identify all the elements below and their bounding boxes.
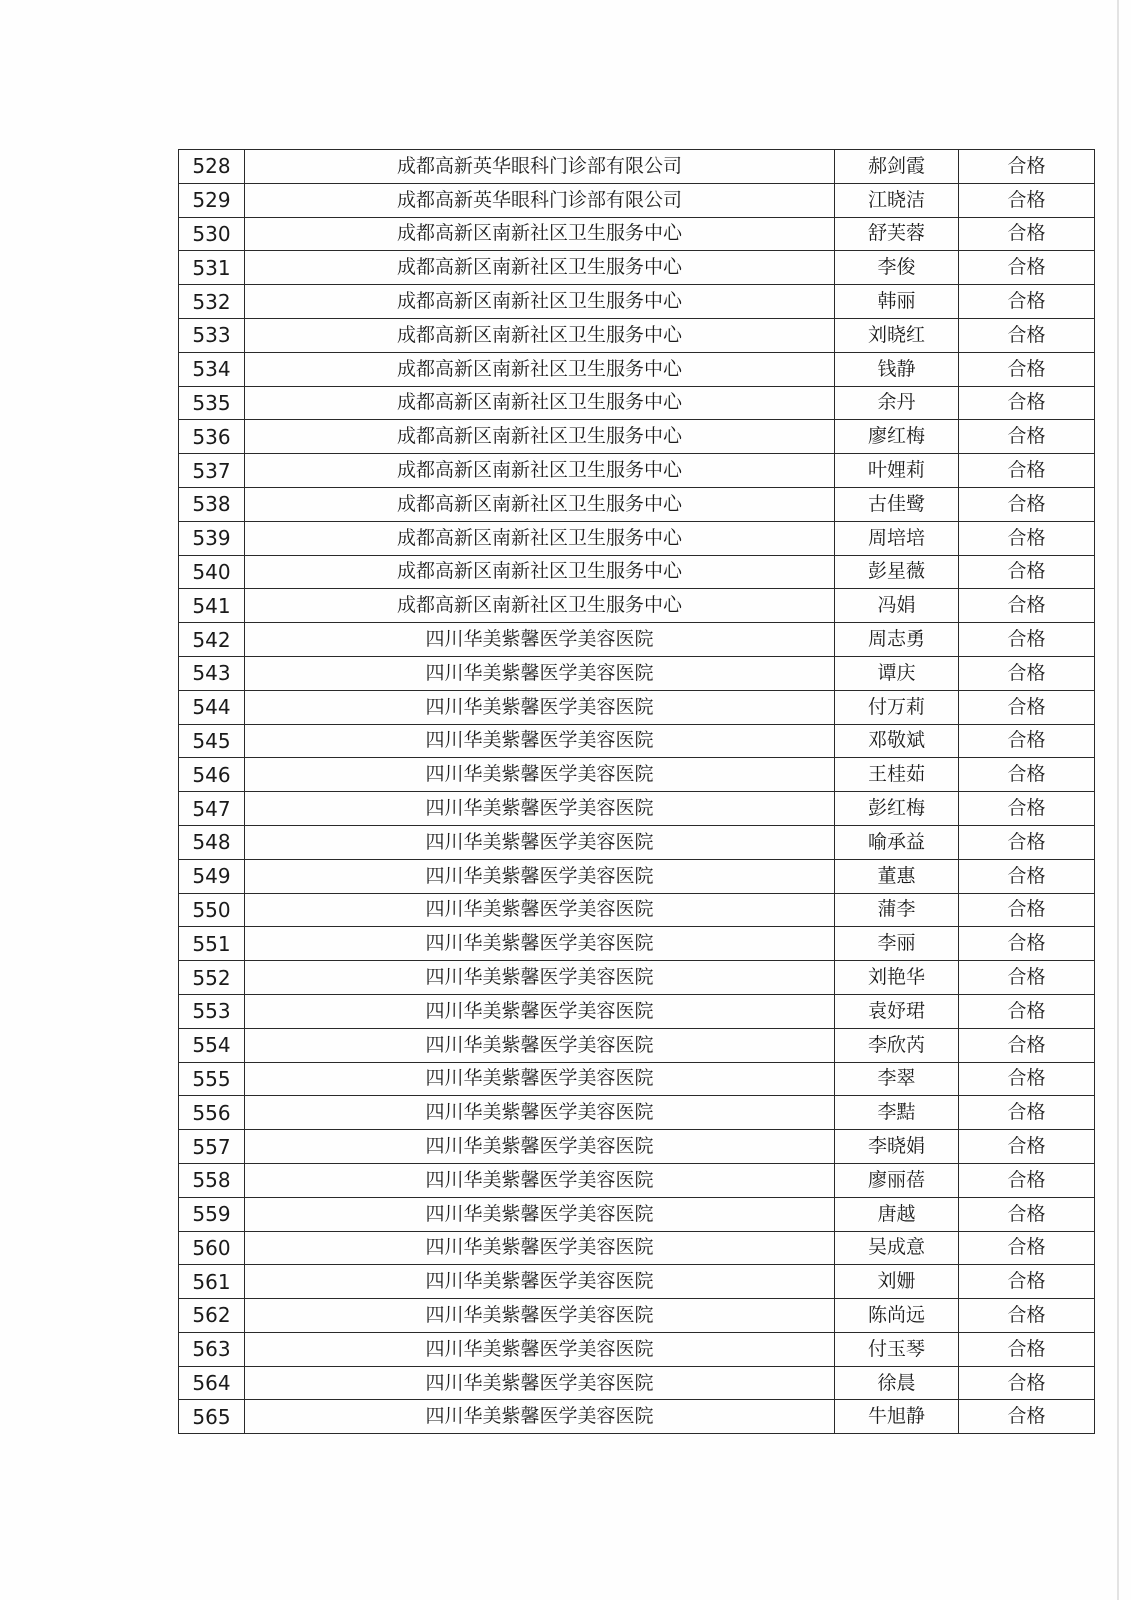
unit-name: 四川华美紫馨医学美容医院 (245, 656, 835, 690)
table-row (179, 420, 1095, 454)
table-row (179, 758, 1095, 792)
table-row (179, 217, 1095, 251)
result-status: 合格 (959, 656, 1095, 690)
row-number: 541 (179, 589, 245, 623)
row-number: 530 (179, 217, 245, 251)
person-name: 江晓洁 (835, 183, 959, 217)
row-number: 550 (179, 893, 245, 927)
person-name: 谭庆 (835, 656, 959, 690)
table-row (179, 623, 1095, 657)
unit-name: 四川华美紫馨医学美容医院 (245, 1163, 835, 1197)
result-status: 合格 (959, 318, 1095, 352)
result-status: 合格 (959, 487, 1095, 521)
table-row (179, 994, 1095, 1028)
result-status: 合格 (959, 825, 1095, 859)
row-number: 555 (179, 1062, 245, 1096)
table-row (179, 352, 1095, 386)
row-number: 563 (179, 1332, 245, 1366)
unit-name: 四川华美紫馨医学美容医院 (245, 961, 835, 995)
row-number: 562 (179, 1299, 245, 1333)
row-number: 558 (179, 1163, 245, 1197)
result-status: 合格 (959, 183, 1095, 217)
unit-name: 成都高新区南新社区卫生服务中心 (245, 454, 835, 488)
result-status: 合格 (959, 724, 1095, 758)
result-status: 合格 (959, 420, 1095, 454)
person-name: 蒲李 (835, 893, 959, 927)
table-row (179, 1197, 1095, 1231)
result-status: 合格 (959, 893, 1095, 927)
result-status: 合格 (959, 1231, 1095, 1265)
row-number: 528 (179, 150, 245, 184)
table-row (179, 1028, 1095, 1062)
person-name: 舒芙蓉 (835, 217, 959, 251)
table-row (179, 927, 1095, 961)
result-status: 合格 (959, 623, 1095, 657)
person-name: 牛旭静 (835, 1400, 959, 1434)
unit-name: 成都高新区南新社区卫生服务中心 (245, 386, 835, 420)
person-name: 徐晨 (835, 1366, 959, 1400)
row-number: 549 (179, 859, 245, 893)
table-row (179, 1062, 1095, 1096)
table-row (179, 454, 1095, 488)
row-number: 544 (179, 690, 245, 724)
person-name: 彭星薇 (835, 555, 959, 589)
row-number: 554 (179, 1028, 245, 1062)
result-status: 合格 (959, 1366, 1095, 1400)
person-name: 廖丽蓓 (835, 1163, 959, 1197)
person-name: 邓敬斌 (835, 724, 959, 758)
result-status: 合格 (959, 386, 1095, 420)
person-name: 付万莉 (835, 690, 959, 724)
table-row (179, 521, 1095, 555)
person-name: 王桂茹 (835, 758, 959, 792)
unit-name: 四川华美紫馨医学美容医院 (245, 1197, 835, 1231)
person-name: 叶娌莉 (835, 454, 959, 488)
unit-name: 四川华美紫馨医学美容医院 (245, 859, 835, 893)
unit-name: 成都高新英华眼科门诊部有限公司 (245, 150, 835, 184)
result-status: 合格 (959, 1332, 1095, 1366)
table-row (179, 893, 1095, 927)
row-number: 546 (179, 758, 245, 792)
unit-name: 四川华美紫馨医学美容医院 (245, 893, 835, 927)
person-name: 古佳鹭 (835, 487, 959, 521)
table-row (179, 1130, 1095, 1164)
result-status: 合格 (959, 758, 1095, 792)
person-name: 袁妤珺 (835, 994, 959, 1028)
result-status: 合格 (959, 927, 1095, 961)
person-name: 李俊 (835, 251, 959, 285)
table-row (179, 1163, 1095, 1197)
row-number: 565 (179, 1400, 245, 1434)
table-row (179, 656, 1095, 690)
unit-name: 四川华美紫馨医学美容医院 (245, 792, 835, 826)
person-name: 李翠 (835, 1062, 959, 1096)
row-number: 545 (179, 724, 245, 758)
table-row (179, 386, 1095, 420)
page-edge (1117, 0, 1119, 1600)
table-row (179, 825, 1095, 859)
person-name: 钱静 (835, 352, 959, 386)
unit-name: 四川华美紫馨医学美容医院 (245, 1062, 835, 1096)
unit-name: 四川华美紫馨医学美容医院 (245, 1130, 835, 1164)
row-number: 552 (179, 961, 245, 995)
person-name: 廖红梅 (835, 420, 959, 454)
table-row (179, 150, 1095, 184)
unit-name: 四川华美紫馨医学美容医院 (245, 1265, 835, 1299)
roster-body (179, 150, 1095, 1434)
table-row (179, 724, 1095, 758)
result-status: 合格 (959, 589, 1095, 623)
row-number: 542 (179, 623, 245, 657)
row-number: 536 (179, 420, 245, 454)
unit-name: 成都高新区南新社区卫生服务中心 (245, 521, 835, 555)
table-row (179, 859, 1095, 893)
unit-name: 四川华美紫馨医学美容医院 (245, 724, 835, 758)
unit-name: 四川华美紫馨医学美容医院 (245, 1096, 835, 1130)
row-number: 557 (179, 1130, 245, 1164)
row-number: 534 (179, 352, 245, 386)
person-name: 韩丽 (835, 285, 959, 319)
row-number: 537 (179, 454, 245, 488)
person-name: 彭红梅 (835, 792, 959, 826)
unit-name: 四川华美紫馨医学美容医院 (245, 825, 835, 859)
unit-name: 四川华美紫馨医学美容医院 (245, 1366, 835, 1400)
result-status: 合格 (959, 285, 1095, 319)
table-row (179, 690, 1095, 724)
row-number: 560 (179, 1231, 245, 1265)
row-number: 547 (179, 792, 245, 826)
unit-name: 四川华美紫馨医学美容医院 (245, 927, 835, 961)
row-number: 543 (179, 656, 245, 690)
unit-name: 四川华美紫馨医学美容医院 (245, 1299, 835, 1333)
row-number: 533 (179, 318, 245, 352)
result-status: 合格 (959, 555, 1095, 589)
result-status: 合格 (959, 454, 1095, 488)
result-status: 合格 (959, 1028, 1095, 1062)
unit-name: 四川华美紫馨医学美容医院 (245, 1028, 835, 1062)
table-row (179, 1332, 1095, 1366)
unit-name: 四川华美紫馨医学美容医院 (245, 994, 835, 1028)
row-number: 539 (179, 521, 245, 555)
person-name: 郝剑霞 (835, 150, 959, 184)
person-name: 周培培 (835, 521, 959, 555)
result-status: 合格 (959, 1197, 1095, 1231)
table-row (179, 1299, 1095, 1333)
unit-name: 四川华美紫馨医学美容医院 (245, 690, 835, 724)
person-name: 冯娟 (835, 589, 959, 623)
table-row (179, 792, 1095, 826)
person-name: 余丹 (835, 386, 959, 420)
unit-name: 四川华美紫馨医学美容医院 (245, 1231, 835, 1265)
unit-name: 四川华美紫馨医学美容医院 (245, 623, 835, 657)
table-row (179, 285, 1095, 319)
result-status: 合格 (959, 1062, 1095, 1096)
result-status: 合格 (959, 859, 1095, 893)
person-name: 唐越 (835, 1197, 959, 1231)
row-number: 538 (179, 487, 245, 521)
row-number: 532 (179, 285, 245, 319)
row-number: 553 (179, 994, 245, 1028)
table-row (179, 487, 1095, 521)
result-status: 合格 (959, 217, 1095, 251)
row-number: 529 (179, 183, 245, 217)
unit-name: 四川华美紫馨医学美容医院 (245, 758, 835, 792)
result-status: 合格 (959, 251, 1095, 285)
result-status: 合格 (959, 1096, 1095, 1130)
table-row (179, 318, 1095, 352)
table-row (179, 1096, 1095, 1130)
unit-name: 四川华美紫馨医学美容医院 (245, 1332, 835, 1366)
person-name: 付玉琴 (835, 1332, 959, 1366)
row-number: 551 (179, 927, 245, 961)
table-row (179, 183, 1095, 217)
result-status: 合格 (959, 521, 1095, 555)
table-row (179, 1400, 1095, 1434)
result-status: 合格 (959, 994, 1095, 1028)
person-name: 李晓娟 (835, 1130, 959, 1164)
row-number: 559 (179, 1197, 245, 1231)
unit-name: 成都高新区南新社区卫生服务中心 (245, 555, 835, 589)
row-number: 548 (179, 825, 245, 859)
result-status: 合格 (959, 961, 1095, 995)
row-number: 531 (179, 251, 245, 285)
table-row (179, 961, 1095, 995)
person-name: 陈尚远 (835, 1299, 959, 1333)
unit-name: 成都高新区南新社区卫生服务中心 (245, 589, 835, 623)
result-status: 合格 (959, 792, 1095, 826)
row-number: 561 (179, 1265, 245, 1299)
result-status: 合格 (959, 150, 1095, 184)
person-name: 刘晓红 (835, 318, 959, 352)
person-name: 刘姗 (835, 1265, 959, 1299)
table-row (179, 1231, 1095, 1265)
row-number: 556 (179, 1096, 245, 1130)
result-status: 合格 (959, 352, 1095, 386)
result-status: 合格 (959, 1130, 1095, 1164)
person-name: 吴成意 (835, 1231, 959, 1265)
person-name: 喻承益 (835, 825, 959, 859)
person-name: 李丽 (835, 927, 959, 961)
result-status: 合格 (959, 1163, 1095, 1197)
table-row (179, 251, 1095, 285)
table-row (179, 1265, 1095, 1299)
person-name: 李黠 (835, 1096, 959, 1130)
table-row (179, 589, 1095, 623)
result-status: 合格 (959, 1400, 1095, 1434)
roster-table (178, 149, 1095, 1434)
unit-name: 成都高新区南新社区卫生服务中心 (245, 420, 835, 454)
row-number: 564 (179, 1366, 245, 1400)
unit-name: 成都高新区南新社区卫生服务中心 (245, 217, 835, 251)
result-status: 合格 (959, 1265, 1095, 1299)
person-name: 董惠 (835, 859, 959, 893)
person-name: 周志勇 (835, 623, 959, 657)
result-status: 合格 (959, 1299, 1095, 1333)
unit-name: 成都高新区南新社区卫生服务中心 (245, 487, 835, 521)
unit-name: 四川华美紫馨医学美容医院 (245, 1400, 835, 1434)
row-number: 535 (179, 386, 245, 420)
unit-name: 成都高新区南新社区卫生服务中心 (245, 251, 835, 285)
table-row (179, 555, 1095, 589)
person-name: 刘艳华 (835, 961, 959, 995)
unit-name: 成都高新区南新社区卫生服务中心 (245, 318, 835, 352)
result-status: 合格 (959, 690, 1095, 724)
unit-name: 成都高新英华眼科门诊部有限公司 (245, 183, 835, 217)
table-row (179, 1366, 1095, 1400)
row-number: 540 (179, 555, 245, 589)
person-name: 李欣芮 (835, 1028, 959, 1062)
unit-name: 成都高新区南新社区卫生服务中心 (245, 352, 835, 386)
unit-name: 成都高新区南新社区卫生服务中心 (245, 285, 835, 319)
